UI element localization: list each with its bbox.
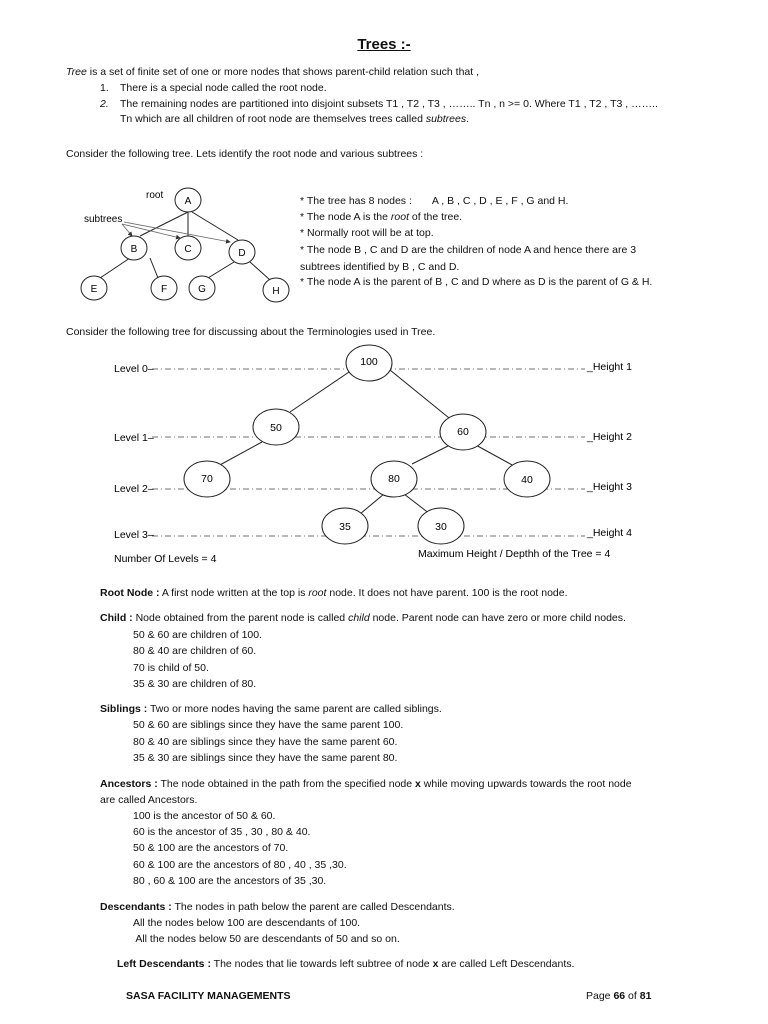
level-1-label: Level 1– [114, 432, 154, 444]
fact-5: subtrees identified by B , C and D. [300, 261, 460, 273]
subtrees-label: subtrees [84, 214, 123, 225]
descendants-example-2: All the nodes below 50 are descendants of 50 and so on. [133, 933, 400, 945]
tree2-node-100-label: 100 [360, 356, 378, 368]
ancestors-definition-line-2: are called Ancestors. [100, 794, 198, 806]
fact-2: * The node A is the root of the tree. [300, 211, 463, 223]
child-definition: Child : Node obtained from the parent node is called child node. Parent node can have zero or more child nodes. [100, 612, 626, 624]
child-example-2: 80 & 40 are children of 60. [133, 645, 257, 657]
root-label: root [146, 190, 164, 201]
tree2-node-35-label: 35 [339, 521, 351, 533]
child-example-1: 50 & 60 are children of 100. [133, 629, 263, 641]
height-1-label: _Height 1 [587, 361, 632, 373]
consider-text-1: Consider the following tree. Lets identify the root node and various subtrees : [66, 148, 424, 160]
number-of-levels: Number Of Levels = 4 [114, 553, 217, 565]
fact-3: * Normally root will be at top. [300, 227, 434, 239]
level-0-label: Level 0– [114, 363, 154, 375]
level-lines [152, 369, 585, 536]
level-3-label: Level 3– [114, 529, 154, 541]
tree1-node-c-label: C [184, 244, 192, 255]
tree1-node-a-label: A [184, 196, 192, 207]
tree2-node-50-label: 50 [270, 422, 282, 434]
child-example-3: 70 is child of 50. [133, 662, 209, 674]
tree2-node-40-label: 40 [521, 474, 533, 486]
tree2-node-70-label: 70 [201, 473, 213, 485]
siblings-example-1: 50 & 60 are siblings since they have the same parent 100. [133, 719, 404, 731]
tree1-node-d-label: D [238, 248, 246, 259]
fact-1: * The tree has 8 nodes : A , B , C , D , E , F , G and H. [300, 195, 569, 207]
intro-item-2-line-1: The remaining nodes are partitioned into disjoint subsets T1 , T2 , T3 , …….. Tn , n >= 0. Where T1 , T2 , T3 , …….. [120, 98, 658, 110]
page-title: Trees :- [357, 36, 411, 53]
ancestors-example-1: 100 is the ancestor of 50 & 60. [133, 810, 276, 822]
consider-text-2: Consider the following tree for discussing about the Terminologies used in Tree. [66, 326, 436, 338]
tree1-node-f-label: F [160, 284, 168, 295]
maximum-height: Maximum Height / Depthh of the Tree = 4 [418, 548, 611, 560]
level-2-label: Level 2– [114, 483, 154, 495]
tree-diagram-1 [70, 176, 300, 306]
tree1-node-e-label: E [90, 284, 98, 295]
tree-diagram-2 [0, 340, 768, 570]
height-3-label: _Height 3 [587, 481, 632, 493]
siblings-definition: Siblings : Two or more nodes having the same parent are called siblings. [100, 703, 442, 715]
child-example-4: 35 & 30 are children of 80. [133, 678, 257, 690]
height-2-label: _Height 2 [587, 431, 632, 443]
tree2-node-80-label: 80 [388, 473, 400, 485]
fact-4: * The node B , C and D are the children of node A and hence there are 3 [300, 244, 637, 256]
footer-organization: SASA FACILITY MANAGEMENTS [126, 990, 291, 1002]
intro-item-2-line-2: Tn which are all children of root node are themselves trees called subtrees. [120, 113, 470, 125]
siblings-example-3: 35 & 30 are siblings since they have the same parent 80. [133, 752, 398, 764]
intro-item-1-number: 1. [100, 82, 109, 94]
ancestors-example-4: 60 & 100 are the ancestors of 80 , 40 , 35 ,30. [133, 859, 347, 871]
descendants-definition: Descendants : The nodes in path below the parent are called Descendants. [100, 901, 455, 913]
tree2-node-30-label: 30 [435, 521, 447, 533]
tree1-node-g-label: G [198, 284, 206, 295]
intro-item-1: There is a special node called the root node. [120, 82, 327, 94]
intro-item-2-number: 2. [100, 98, 109, 110]
footer-page-number: Page 66 of 81 [586, 990, 652, 1002]
root-node-definition: Root Node : A first node written at the top is root node. It does not have parent. 100 is the root node. [100, 587, 568, 599]
ancestors-example-2: 60 is the ancestor of 35 , 30 , 80 & 40. [133, 826, 311, 838]
ancestors-example-5: 80 , 60 & 100 are the ancestors of 35 ,30. [133, 875, 327, 887]
tree1-node-h-label: H [272, 286, 280, 297]
fact-6: * The node A is the parent of B , C and D where as D is the parent of G & H. [300, 276, 653, 288]
intro-paragraph: Tree is a set of finite set of one or more nodes that shows parent-child relation such that , [66, 66, 480, 78]
height-4-label: _Height 4 [587, 527, 632, 539]
left-descendants-definition: Left Descendants : The nodes that lie towards left subtree of node x are called Left Descendants. [117, 958, 575, 970]
tree2-node-60-label: 60 [457, 426, 469, 438]
tree1-node-b-label: B [130, 244, 138, 255]
siblings-example-2: 80 & 40 are siblings since they have the same parent 60. [133, 736, 398, 748]
descendants-example-1: All the nodes below 100 are descendants of 100. [133, 917, 361, 929]
ancestors-example-3: 50 & 100 are the ancestors of 70. [133, 842, 289, 854]
ancestors-definition: Ancestors : The node obtained in the path from the specified node x while moving upwards towards the root node [100, 778, 632, 790]
